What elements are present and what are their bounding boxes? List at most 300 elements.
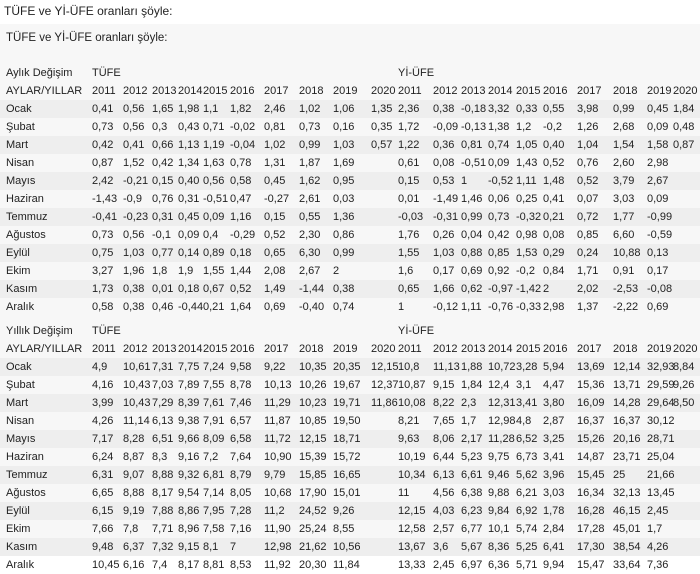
value-cell: 0,87 <box>92 157 114 169</box>
value-cell: 13,69 <box>577 361 605 373</box>
value-cell: 13,45 <box>647 487 675 499</box>
value-cell: 0,18 <box>178 283 200 295</box>
value-cell: 1,73 <box>92 283 114 295</box>
value-cell: 6,37 <box>123 541 145 553</box>
value-cell: 0,47 <box>230 193 252 205</box>
value-cell: 0,89 <box>203 247 225 259</box>
year-header: 2015 <box>516 343 541 355</box>
value-cell: 7,88 <box>152 505 174 517</box>
value-cell: 3,03 <box>543 487 565 499</box>
value-cell: 1,53 <box>516 247 538 259</box>
value-cell: 7,24 <box>203 361 225 373</box>
year-header: 2012 <box>123 85 148 97</box>
value-cell: 1,1 <box>203 103 219 115</box>
value-cell: 5,94 <box>543 361 565 373</box>
value-cell: 7,61 <box>203 397 225 409</box>
table-row <box>0 298 700 316</box>
year-header: 2015 <box>516 85 541 97</box>
value-cell: 13,33 <box>398 559 426 571</box>
value-cell: 8,84 <box>673 361 695 373</box>
value-cell: 0,41 <box>123 139 145 151</box>
value-cell: 1,64 <box>230 301 252 313</box>
value-cell: 6,73 <box>516 451 538 463</box>
value-cell: 2,30 <box>299 229 321 241</box>
table-row <box>0 262 700 280</box>
value-cell: 12,4 <box>488 379 510 391</box>
value-cell: 0,15 <box>152 175 174 187</box>
value-cell: 2,67 <box>647 175 669 187</box>
value-cell: 9,38 <box>178 415 200 427</box>
value-cell: 6,41 <box>543 541 565 553</box>
value-cell: 1,87 <box>299 157 321 169</box>
value-cell: 7,36 <box>647 559 669 571</box>
value-cell: 2,02 <box>577 283 599 295</box>
value-cell: 6,44 <box>433 451 455 463</box>
year-header: 2013 <box>152 343 177 355</box>
month-label: Temmuz <box>6 469 48 481</box>
year-header: 2013 <box>461 343 486 355</box>
value-cell: -0,33 <box>516 301 542 313</box>
value-cell: 0,3 <box>152 121 168 133</box>
value-cell: 24,52 <box>299 505 327 517</box>
value-cell: 12,14 <box>613 361 641 373</box>
value-cell: 11,87 <box>264 415 291 427</box>
value-cell: 9,75 <box>488 451 510 463</box>
value-cell: -1,43 <box>92 193 118 205</box>
value-cell: 8,36 <box>488 541 510 553</box>
value-cell: 11,13 <box>433 361 460 373</box>
value-cell: 1,71 <box>577 265 599 277</box>
table-row <box>0 358 700 376</box>
value-cell: 2,36 <box>398 103 420 115</box>
value-cell: 0,35 <box>371 121 393 133</box>
value-cell: 10,43 <box>123 379 151 391</box>
value-cell: 7,4 <box>152 559 168 571</box>
year-header: 2020 <box>673 85 698 97</box>
table-row <box>0 394 700 412</box>
value-cell: 1,7 <box>461 415 477 427</box>
value-cell: 0,09 <box>647 193 669 205</box>
value-cell: 7,91 <box>203 415 225 427</box>
year-header: 2015 <box>203 85 228 97</box>
value-cell: 9,54 <box>178 487 200 499</box>
value-cell: 17,30 <box>577 541 605 553</box>
value-cell: 1,06 <box>333 103 355 115</box>
value-cell: 32,13 <box>613 487 641 499</box>
value-cell: 7,31 <box>152 361 174 373</box>
value-cell: 0,69 <box>264 301 286 313</box>
value-cell: 0,69 <box>461 265 483 277</box>
value-cell: 7,66 <box>92 523 114 535</box>
month-label: Haziran <box>6 451 44 463</box>
value-cell: 6,81 <box>203 469 225 481</box>
value-cell: 7,14 <box>203 487 225 499</box>
value-cell: 29,59 <box>647 379 675 391</box>
value-cell: 0,38 <box>333 283 355 295</box>
table-title-row <box>0 64 700 82</box>
value-cell: 10,90 <box>264 451 292 463</box>
value-cell: 0,92 <box>488 265 510 277</box>
value-cell: -0,99 <box>647 211 673 223</box>
value-cell: 1,62 <box>299 175 321 187</box>
value-cell: 0,71 <box>203 121 225 133</box>
value-cell: -0,52 <box>488 175 514 187</box>
value-cell: 1,37 <box>577 301 599 313</box>
value-cell: 3,41 <box>543 451 565 463</box>
value-cell: 0,52 <box>230 283 252 295</box>
value-cell: 11,86 <box>371 397 398 409</box>
value-cell: -0,13 <box>461 121 487 133</box>
content-panel <box>0 24 700 571</box>
value-cell: 8,87 <box>123 451 145 463</box>
value-cell: 0,13 <box>647 247 669 259</box>
value-cell: 1,82 <box>230 103 252 115</box>
value-cell: 11,29 <box>264 397 291 409</box>
value-cell: -0,08 <box>647 283 673 295</box>
year-header: 2017 <box>264 343 289 355</box>
value-cell: 7,29 <box>152 397 174 409</box>
value-cell: 2,3 <box>461 397 477 409</box>
value-cell: 14,28 <box>613 397 641 409</box>
value-cell: 1,84 <box>461 379 483 391</box>
month-label: Ekim <box>6 523 31 535</box>
value-cell: 0,21 <box>203 301 225 313</box>
value-cell: 0,17 <box>433 265 455 277</box>
value-cell: -0,21 <box>123 175 149 187</box>
value-cell: 0,17 <box>647 265 669 277</box>
value-cell: 17,28 <box>577 523 605 535</box>
value-cell: 4,9 <box>92 361 108 373</box>
value-cell: 1,54 <box>613 139 635 151</box>
value-cell: 1,88 <box>461 361 483 373</box>
value-cell: -0,51 <box>203 193 229 205</box>
value-cell: 20,16 <box>613 433 641 445</box>
yi-ufe-group-label: Yİ-ÜFE <box>398 67 435 79</box>
month-label: Şubat <box>6 379 35 391</box>
value-cell: 12,31 <box>488 397 516 409</box>
value-cell: 9,32 <box>178 469 200 481</box>
year-header: 2018 <box>613 85 638 97</box>
page-heading: TÜFE ve Yİ-ÜFE oranları şöyle: <box>4 4 173 18</box>
value-cell: 2,60 <box>613 157 635 169</box>
value-cell: 12,37 <box>371 379 399 391</box>
value-cell: 12,15 <box>398 505 426 517</box>
value-cell: 38,54 <box>613 541 641 553</box>
value-cell: 9,48 <box>92 541 114 553</box>
value-cell: 8,55 <box>333 523 355 535</box>
value-cell: 3,27 <box>92 265 114 277</box>
value-cell: 20,35 <box>333 361 361 373</box>
year-header: 2016 <box>230 343 255 355</box>
value-cell: 0,46 <box>152 301 174 313</box>
value-cell: 9,22 <box>264 361 286 373</box>
value-cell: 0,87 <box>673 139 695 151</box>
value-cell: 9,88 <box>488 487 510 499</box>
year-header: 2011 <box>398 85 422 97</box>
value-cell: -0,04 <box>230 139 256 151</box>
value-cell: 3,98 <box>577 103 599 115</box>
value-cell: 19,67 <box>333 379 361 391</box>
value-cell: 4,26 <box>647 541 669 553</box>
value-cell: 15,72 <box>333 451 361 463</box>
year-header: 2020 <box>371 85 396 97</box>
value-cell: 14,87 <box>577 451 605 463</box>
value-cell: 8,50 <box>673 397 695 409</box>
value-cell: 11,90 <box>264 523 291 535</box>
value-cell: 0,65 <box>264 247 286 259</box>
value-cell: 8,09 <box>203 433 225 445</box>
value-cell: 15,85 <box>299 469 327 481</box>
value-cell: 3,79 <box>613 175 635 187</box>
value-cell: 11,84 <box>333 559 360 571</box>
value-cell: 0,73 <box>92 229 114 241</box>
value-cell: 8,17 <box>152 487 174 499</box>
value-cell: 0,42 <box>92 139 114 151</box>
value-cell: 8,79 <box>230 469 252 481</box>
value-cell: 10,87 <box>398 379 426 391</box>
value-cell: 0,56 <box>203 175 225 187</box>
value-cell: -0,40 <box>299 301 325 313</box>
value-cell: -0,2 <box>543 121 562 133</box>
value-cell: 1,16 <box>230 211 252 223</box>
value-cell: 0,38 <box>433 103 455 115</box>
value-cell: 30,12 <box>647 415 675 427</box>
value-cell: 6,51 <box>152 433 174 445</box>
value-cell: 8,28 <box>123 433 145 445</box>
value-cell: 8,53 <box>230 559 252 571</box>
year-header: 2019 <box>333 85 358 97</box>
value-cell: 2,17 <box>461 433 483 445</box>
value-cell: 1,65 <box>152 103 174 115</box>
year-header: 2013 <box>461 85 486 97</box>
value-cell: 10,35 <box>299 361 327 373</box>
value-cell: 0,81 <box>264 121 286 133</box>
value-cell: 33,64 <box>613 559 641 571</box>
value-cell: 15,47 <box>577 559 605 571</box>
value-cell: 2,61 <box>299 193 321 205</box>
value-cell: 1,69 <box>333 157 355 169</box>
value-cell: 1,35 <box>371 103 393 115</box>
value-cell: 1,8 <box>152 265 168 277</box>
value-cell: 6,13 <box>152 415 174 427</box>
value-cell: 25,24 <box>299 523 327 535</box>
value-cell: -2,22 <box>613 301 639 313</box>
value-cell: 10,08 <box>398 397 426 409</box>
value-cell: 1,55 <box>203 265 225 277</box>
value-cell: 5,67 <box>461 541 483 553</box>
value-cell: 7,75 <box>178 361 200 373</box>
value-cell: 0,85 <box>577 229 599 241</box>
value-cell: 0,09 <box>203 211 225 223</box>
table-row <box>0 556 700 574</box>
value-cell: 16,65 <box>333 469 361 481</box>
value-cell: 6,97 <box>461 559 483 571</box>
year-header: 2012 <box>123 343 148 355</box>
value-cell: 0,77 <box>152 247 174 259</box>
table-row <box>0 412 700 430</box>
year-header: 2011 <box>92 85 116 97</box>
value-cell: 1,66 <box>433 283 455 295</box>
value-cell: 11,28 <box>488 433 515 445</box>
month-label: Nisan <box>6 415 35 427</box>
value-cell: 6,77 <box>461 523 483 535</box>
value-cell: 11,2 <box>264 505 285 517</box>
value-cell: 6,15 <box>92 505 114 517</box>
value-cell: 4,47 <box>543 379 565 391</box>
value-cell: 10,26 <box>299 379 327 391</box>
value-cell: 7,03 <box>152 379 174 391</box>
value-cell: 7,46 <box>230 397 252 409</box>
table-row <box>0 226 700 244</box>
value-cell: 0,33 <box>516 103 538 115</box>
table-row <box>0 280 700 298</box>
year-header: 2017 <box>577 343 602 355</box>
value-cell: 0,45 <box>264 175 286 187</box>
value-cell: 1,52 <box>123 157 145 169</box>
value-cell: 21,62 <box>299 541 327 553</box>
value-cell: 0,03 <box>333 193 355 205</box>
value-cell: 1,02 <box>264 139 286 151</box>
year-header: 2013 <box>152 85 177 97</box>
row-header-label: AYLAR/YILLAR <box>6 343 83 355</box>
value-cell: 29,64 <box>647 397 675 409</box>
value-cell: 8,96 <box>178 523 200 535</box>
value-cell: 0,73 <box>488 211 510 223</box>
year-header: 2014 <box>488 343 513 355</box>
year-header: 2020 <box>673 343 698 355</box>
value-cell: 9,58 <box>230 361 252 373</box>
table-row <box>0 430 700 448</box>
value-cell: 0,99 <box>461 211 483 223</box>
value-cell: -0,1 <box>152 229 171 241</box>
value-cell: 0,56 <box>123 229 145 241</box>
value-cell: 3,1 <box>516 379 532 391</box>
month-label: Ekim <box>6 265 31 277</box>
value-cell: 0,09 <box>488 157 510 169</box>
value-cell: 0,75 <box>92 247 114 259</box>
month-label: Kasım <box>6 283 38 295</box>
table-row <box>0 376 700 394</box>
value-cell: 9,79 <box>264 469 286 481</box>
value-cell: 9,15 <box>433 379 455 391</box>
value-cell: 3,28 <box>516 361 538 373</box>
table-title: Aylık Değişim <box>6 67 73 79</box>
value-cell: 0,26 <box>433 229 455 241</box>
value-cell: 0,40 <box>543 139 565 151</box>
value-cell: 12,15 <box>371 361 399 373</box>
value-cell: -0,32 <box>516 211 542 223</box>
value-cell: 16,37 <box>613 415 641 427</box>
value-cell: 10,88 <box>613 247 641 259</box>
value-cell: -0,76 <box>488 301 514 313</box>
value-cell: 9,84 <box>488 505 510 517</box>
month-label: Ocak <box>6 103 32 115</box>
value-cell: 28,71 <box>647 433 675 445</box>
value-cell: 0,74 <box>333 301 355 313</box>
value-cell: 1,26 <box>577 121 599 133</box>
value-cell: 19,71 <box>333 397 361 409</box>
value-cell: 10,72 <box>488 361 516 373</box>
value-cell: 1,03 <box>333 139 355 151</box>
value-cell: 0,95 <box>333 175 355 187</box>
value-cell: 0,91 <box>613 265 635 277</box>
value-cell: -0,51 <box>461 157 487 169</box>
value-cell: 0,88 <box>461 247 483 259</box>
value-cell: 16,37 <box>577 415 605 427</box>
value-cell: 0,48 <box>673 121 695 133</box>
value-cell: 9,15 <box>178 541 200 553</box>
value-cell: 0,41 <box>92 103 114 115</box>
value-cell: 10,68 <box>264 487 292 499</box>
month-label: Mart <box>6 139 28 151</box>
value-cell: 1,38 <box>488 121 510 133</box>
year-header: 2011 <box>398 343 422 355</box>
value-cell: 11,14 <box>123 415 150 427</box>
value-cell: 0,01 <box>152 283 174 295</box>
value-cell: 8,88 <box>123 487 145 499</box>
year-header: 2018 <box>299 85 324 97</box>
value-cell: -0,29 <box>230 229 256 241</box>
panel-heading: TÜFE ve Yİ-ÜFE oranları şöyle: <box>6 32 168 44</box>
value-cell: 1,13 <box>178 139 200 151</box>
value-cell: 1,9 <box>178 265 194 277</box>
monthly-change-table <box>0 64 700 316</box>
value-cell: 10,56 <box>333 541 361 553</box>
value-cell: 25,04 <box>647 451 675 463</box>
value-cell: 0,57 <box>371 139 393 151</box>
value-cell: 6,38 <box>461 487 483 499</box>
table-row <box>0 244 700 262</box>
value-cell: 9,16 <box>178 451 200 463</box>
value-cell: 4,8 <box>516 415 532 427</box>
annual-change-table <box>0 322 700 574</box>
table-row <box>0 154 700 172</box>
year-header: 2014 <box>178 343 203 355</box>
value-cell: 5,62 <box>516 469 538 481</box>
table-title-row <box>0 322 700 340</box>
value-cell: 0,62 <box>461 283 483 295</box>
value-cell: 1,34 <box>178 157 200 169</box>
value-cell: 10,23 <box>299 397 327 409</box>
tufe-group-label: TÜFE <box>92 67 121 79</box>
year-header: 2019 <box>647 343 672 355</box>
value-cell: 2,57 <box>433 523 455 535</box>
value-cell: 0,08 <box>433 157 455 169</box>
value-cell: 6,92 <box>516 505 538 517</box>
value-cell: 7,58 <box>203 523 225 535</box>
value-cell: 0,73 <box>92 121 114 133</box>
value-cell: 7,2 <box>203 451 219 463</box>
value-cell: 6,30 <box>299 247 321 259</box>
value-cell: 0,38 <box>123 301 145 313</box>
value-cell: 13,67 <box>398 541 426 553</box>
value-cell: 7,17 <box>92 433 114 445</box>
table-title: Yıllık Değişim <box>6 325 73 337</box>
value-cell: 9,26 <box>333 505 355 517</box>
tufe-group-label: TÜFE <box>92 325 121 337</box>
year-header: 2019 <box>333 343 358 355</box>
value-cell: 9,46 <box>488 469 510 481</box>
year-header: 2016 <box>543 343 568 355</box>
year-header: 2016 <box>230 85 255 97</box>
value-cell: 0,61 <box>398 157 420 169</box>
year-header: 2011 <box>92 343 116 355</box>
year-header: 2012 <box>433 85 458 97</box>
year-header: 2018 <box>613 343 638 355</box>
value-cell: 9,26 <box>673 379 695 391</box>
month-label: Kasım <box>6 541 38 553</box>
value-cell: 13,71 <box>613 379 641 391</box>
